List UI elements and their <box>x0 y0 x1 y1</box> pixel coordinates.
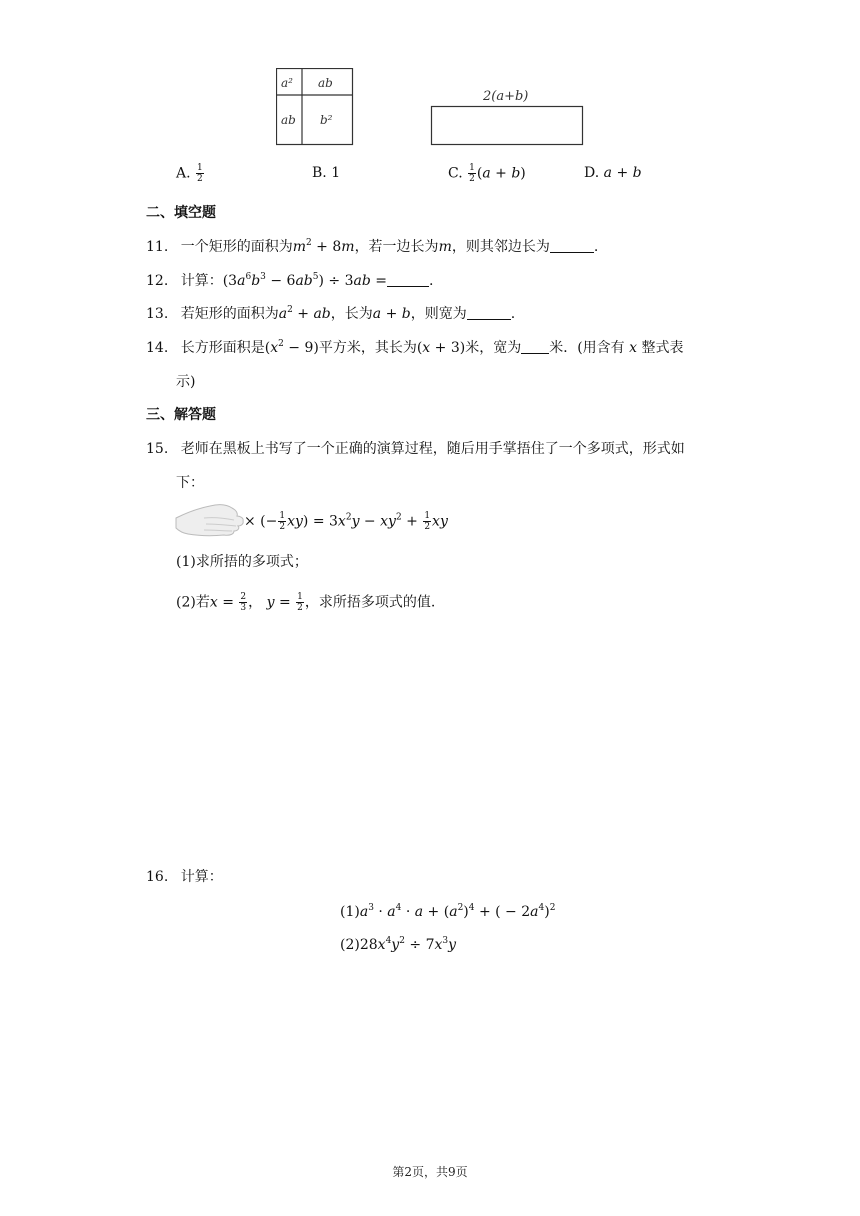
question-15-equation: × (− $\frac{1}{2}$ $xy) = 3x^2y - xy^2$ + $\frac{1}{2}$ xy <box>244 511 448 532</box>
fraction-half: $\frac{1}{2}$ <box>297 592 303 613</box>
fraction-half: $\frac{1}{2}$ <box>424 511 431 532</box>
question-number: 14. <box>146 340 169 356</box>
question-end: . <box>593 239 599 255</box>
answer-blank <box>467 305 511 320</box>
question-number: 16. <box>146 869 169 885</box>
question-14: 14. 长方形面积是$(x^2 - 9)$平方米，其长为(x + 3)米，宽为 米．(用含有 x 整式表 <box>146 339 684 356</box>
fraction-half: $\frac{1}{2}$ <box>279 511 286 532</box>
option-a-label: A. <box>176 165 191 182</box>
page-footer: 第2页，共9页 <box>392 1165 468 1179</box>
question-16-part2: $(2)28x^4y^2 \div 7x^3y$ <box>340 936 457 953</box>
question-text: 计算： <box>180 273 223 289</box>
question-text: 长方形面积是 <box>180 340 265 356</box>
question-text: ，则宽为 <box>410 306 467 322</box>
section-title-answer: 三、解答题 <box>146 407 216 423</box>
answer-blank <box>550 238 594 253</box>
option-b <box>312 163 340 183</box>
question-15-part2: (2)若x = $\frac{2}{3}$ ， y = $\frac{1}{2}$ ，求所捂多项式的值. <box>176 592 436 613</box>
fraction-half: $\frac{1}{2}$ <box>469 163 475 184</box>
question-text: 老师在黑板上书写了一个正确的演算过程，随后用手掌捂住了一个多项式，形式如 <box>180 441 685 457</box>
question-text: 米．(用含有 <box>549 340 625 356</box>
question-text: (2)若 <box>176 594 210 611</box>
answer-blank <box>387 272 429 287</box>
question-13: 13. 若矩形的面积为$a^2$ + ab，长为a + b，则宽为 . <box>146 305 516 322</box>
question-number: 11. <box>146 239 169 255</box>
question-16-part1: $(1)a^3 \cdot a^4 \cdot a + (a^2)^4$ + ( − $2a^4)^2$ <box>340 903 556 920</box>
grid-cell-ab-top: ab <box>318 76 333 90</box>
question-text: 计算： <box>180 869 223 885</box>
question-number: 13. <box>146 306 169 322</box>
question-text: 一个矩形的面积为 <box>180 239 293 255</box>
question-text: 若矩形的面积为 <box>180 306 279 322</box>
option-d <box>584 163 642 183</box>
answer-blank <box>521 339 549 354</box>
question-15-line2: 下： <box>176 475 204 491</box>
question-text: 平方米，其长为 <box>318 340 417 356</box>
option-b-value: 1 <box>331 165 341 181</box>
rectangle-label: 2(a+b) <box>483 89 529 104</box>
grid-cell-ab-left: ab <box>281 113 296 127</box>
grid-cell-b2: b² <box>320 113 333 127</box>
option-c-label: C. <box>448 165 463 182</box>
question-text: 米，宽为 <box>465 340 522 356</box>
question-text: ，若一边长为 <box>354 239 439 255</box>
rectangle-figure <box>430 84 586 148</box>
square-area-figure <box>276 68 354 146</box>
question-end: . <box>510 306 516 322</box>
question-number: 15. <box>146 441 169 457</box>
fraction-two-thirds: $\frac{2}{3}$ <box>240 592 247 613</box>
question-15-part1: (1)求所捂的多项式； <box>176 554 308 570</box>
option-d-label: D. <box>584 165 600 181</box>
question-16 <box>146 867 223 887</box>
hand-image <box>174 500 246 540</box>
section-title-fill-in: 二、填空题 <box>146 205 216 221</box>
question-text: ，求所捂多项式的值. <box>304 594 436 611</box>
question-text: ，则其邻边长为 <box>451 239 550 255</box>
option-a <box>176 163 205 184</box>
question-12: 12. 计算：$(3a^6b^3 - 6ab^5) \div 3ab$ = . <box>146 272 434 289</box>
question-end: . <box>428 273 434 289</box>
question-11: 11. 一个矩形的面积为$m^2 + 8m$，若一边长为m，则其邻边长为 . <box>146 238 599 255</box>
option-c: C. $\frac{1}{2}$ (a + b) <box>448 163 526 184</box>
option-b-label: B. <box>312 165 327 181</box>
fraction-half: $\frac{1}{2}$ <box>197 163 203 184</box>
option-d-value: a + b <box>603 165 642 181</box>
question-number: 12. <box>146 273 169 289</box>
grid-cell-a2: a² <box>281 76 293 90</box>
question-text: 整式表 <box>641 340 684 356</box>
question-15 <box>146 439 685 459</box>
question-14-line2: 示) <box>176 374 196 390</box>
question-text: ，长为 <box>330 306 373 322</box>
